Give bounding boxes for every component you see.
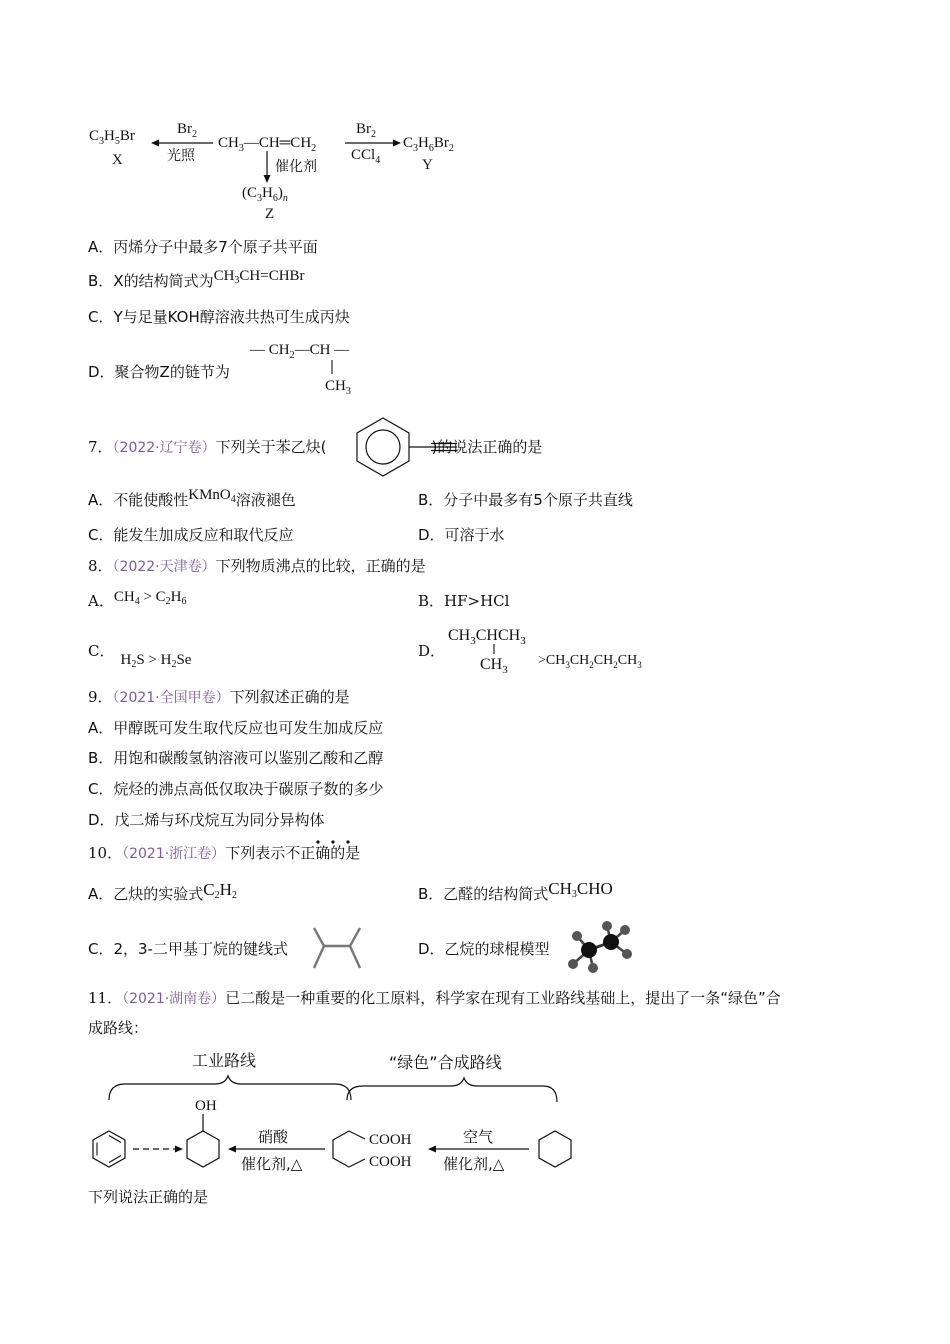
emphasis-dot-2 — [331, 840, 334, 843]
ethane-ball-stick-model — [565, 920, 635, 976]
y-formula: $C_3H_6Br_2$ — [403, 135, 454, 154]
q10-stem-text: 下列表示不正确的是 — [225, 844, 361, 862]
q10-option-a — [88, 880, 237, 904]
y-label: Y — [422, 157, 433, 173]
q11-number: 11． — [88, 989, 123, 1007]
light-label: 光照 — [167, 148, 195, 164]
model-carbon-2 — [603, 934, 619, 950]
industrial-route-label: 工业路线 — [192, 1051, 257, 1070]
q10-option-b-prefix: B．乙醛的结构简式 — [418, 885, 549, 903]
q11-stem-line1 — [88, 989, 781, 1008]
q7-number: 7． — [88, 438, 113, 456]
model-h-2 — [572, 931, 582, 941]
z-label: Z — [265, 206, 275, 222]
q6-option-b-text: B．X的结构简式为 — [88, 272, 214, 290]
skeletal-left — [314, 928, 324, 968]
q9-option-c: C．烷烃的沸点高低仅取决于碳原子数的多少 — [88, 780, 384, 798]
benzene-ring-reactant — [93, 1131, 125, 1167]
model-carbon-1 — [581, 942, 597, 958]
q10-source: （2021·浙江卷） — [122, 846, 226, 862]
q9-stem-text: 下列叙述正确的是 — [229, 688, 350, 706]
model-h-4 — [620, 925, 630, 935]
q9-option-d: D．戊二烯与环戊烷互为同分异构体 — [88, 811, 325, 829]
q8-option-a-formula: $CH_4 > C_2H_6$ — [113, 589, 187, 607]
q8-stem-text: 下列物质沸点的比较，正确的是 — [215, 557, 426, 575]
q7-option-a-prefix: A．不能使酸性 — [88, 491, 189, 509]
q8-isobutane-structure — [446, 620, 696, 676]
green-route-label: “绿色”合成路线 — [389, 1053, 502, 1072]
arrow-head-y — [393, 140, 401, 147]
x-label: X — [112, 152, 123, 168]
q8-number: 8． — [88, 557, 113, 575]
q7-stem-a: 下列关于苯乙炔( — [215, 438, 327, 456]
emphasis-dot-1 — [316, 840, 319, 843]
q8-stem — [88, 557, 426, 576]
q8-source: （2022·天津卷） — [112, 559, 216, 575]
ccl4-label: CCl$_4$ — [351, 147, 381, 166]
reaction-scheme-propene — [85, 115, 505, 225]
nitric-acid-label: 硝酸 — [258, 1128, 289, 1146]
adipic-acid-chain — [333, 1131, 365, 1167]
q7-source: （2022·辽宁卷） — [112, 440, 216, 456]
model-h-6 — [602, 921, 612, 931]
air-arrow-head — [428, 1146, 436, 1153]
phenylacetylene-structure — [353, 416, 463, 478]
benzene-ring — [357, 418, 409, 476]
q10-option-d: D．乙烷的球棍模型 — [418, 940, 550, 958]
hydroxyl-label: OH — [195, 1098, 217, 1114]
isobutane-methyl: $CH_3$ — [480, 656, 508, 676]
q6-option-c: C．Y与足量KOH醇溶液共热可生成丙炔 — [88, 308, 350, 326]
chain-unit-top: — $CH_2—CH$ — — [250, 342, 350, 361]
green-route-brace — [347, 1078, 557, 1102]
q6-chain-unit — [250, 338, 380, 398]
model-h-3 — [588, 963, 598, 973]
propene-formula: $CH_3—CH═CH_2$ — [218, 135, 317, 154]
z-formula: $(C_3H_6)_n$ — [242, 185, 288, 204]
q10-option-a-formula: $C_2H_2$ — [203, 880, 237, 901]
carboxyl-top: COOH — [369, 1132, 412, 1148]
chain-unit-methyl: $CH_3$ — [325, 378, 351, 397]
q10-option-c: C．2，3-二甲基丁烷的键线式 — [88, 940, 288, 958]
q7-option-d: D．可溶于水 — [418, 526, 505, 544]
q11-tail: 下列说法正确的是 — [88, 1188, 209, 1206]
br2-left: $Br_2$ — [177, 121, 197, 140]
industrial-route-brace — [109, 1076, 351, 1100]
q10-option-a-prefix: A．乙炔的实验式 — [88, 885, 204, 903]
q9-stem — [88, 688, 350, 707]
q11-source: （2021·湖南卷） — [122, 991, 226, 1007]
q6-option-b — [88, 268, 305, 291]
nitric-arrow-head — [228, 1146, 236, 1153]
arrow-head-z — [264, 175, 271, 183]
q8-option-c-label: C． — [88, 642, 115, 660]
carboxyl-bottom: COOH — [369, 1154, 412, 1170]
catalyst-label: 催化剂 — [275, 159, 317, 175]
arrow-head-x — [151, 140, 159, 147]
benzene-aromatic-circle — [366, 430, 400, 464]
isobutane-main-chain: $CH_3CHCH_3$ — [448, 627, 526, 647]
skeletal-right — [350, 928, 360, 968]
q7-stem — [88, 438, 542, 457]
q9-source: （2021·全国甲卷） — [112, 690, 230, 706]
q8-option-b: B．HF>HCl — [418, 592, 510, 610]
q8-option-d-label: D． — [418, 642, 446, 660]
q6-option-b-formula: $CH_3CH=CHBr$ — [213, 268, 305, 286]
q9-option-b: B．用饱和碳酸氢钠溶液可以鉴别乙酸和乙醇 — [88, 749, 384, 767]
q11-stem-line2: 成路线： — [88, 1019, 149, 1037]
dimethylbutane-skeletal — [308, 924, 368, 974]
cyclohexane-ring — [539, 1131, 571, 1167]
x-formula: $C_3H_5Br$ — [89, 128, 135, 147]
dashed-arrow-head — [175, 1146, 183, 1153]
q10-option-b — [418, 879, 613, 904]
br2-right: $Br_2$ — [356, 121, 376, 140]
cyclohexanol-ring — [187, 1131, 219, 1167]
q8-option-c-formula: $H_2S > H_2Se$ — [120, 652, 192, 670]
q10-number: 10． — [88, 844, 123, 862]
q7-option-b: B．分子中最多有5个原子共直线 — [418, 491, 633, 509]
q7-option-a-formula: KMnO$_4$ — [188, 487, 236, 505]
q10-option-b-formula: $CH_3CHO$ — [548, 879, 613, 900]
model-h-5 — [622, 949, 632, 959]
q8-option-c — [88, 642, 192, 670]
model-h-1 — [568, 959, 578, 969]
q8-option-a-label: A． — [88, 592, 114, 610]
q6-option-d: D．聚合物Z的链节为 — [88, 363, 230, 381]
q7-option-a-suffix: 溶液褪色 — [235, 491, 296, 509]
q7-option-c: C．能发生加成反应和取代反应 — [88, 526, 294, 544]
q9-number: 9． — [88, 688, 113, 706]
adipic-acid-route-scheme — [85, 1048, 585, 1178]
q9-option-a: A．甲醇既可发生取代反应也可发生加成反应 — [88, 719, 384, 737]
catalyst-heat-right: 催化剂,△ — [443, 1155, 505, 1173]
catalyst-heat-left: 催化剂,△ — [241, 1155, 303, 1173]
q7-option-a — [88, 487, 296, 510]
butane-formula: $>CH_3CH_2CH_2CH_3$ — [538, 653, 642, 670]
air-label: 空气 — [463, 1128, 494, 1146]
q8-option-a — [88, 589, 187, 611]
emphasis-dot-3 — [346, 840, 349, 843]
q7-stem-b: )的说法正确的是 — [431, 438, 543, 456]
q11-stem-text: 已二酸是一种重要的化工原料，科学家在现有工业路线基础上，提出了一条“绿色”合 — [225, 989, 781, 1007]
emphasis-dots — [310, 838, 370, 846]
q6-option-a: A．丙烯分子中最多7个原子共平面 — [88, 238, 318, 256]
q10-stem — [88, 844, 360, 863]
